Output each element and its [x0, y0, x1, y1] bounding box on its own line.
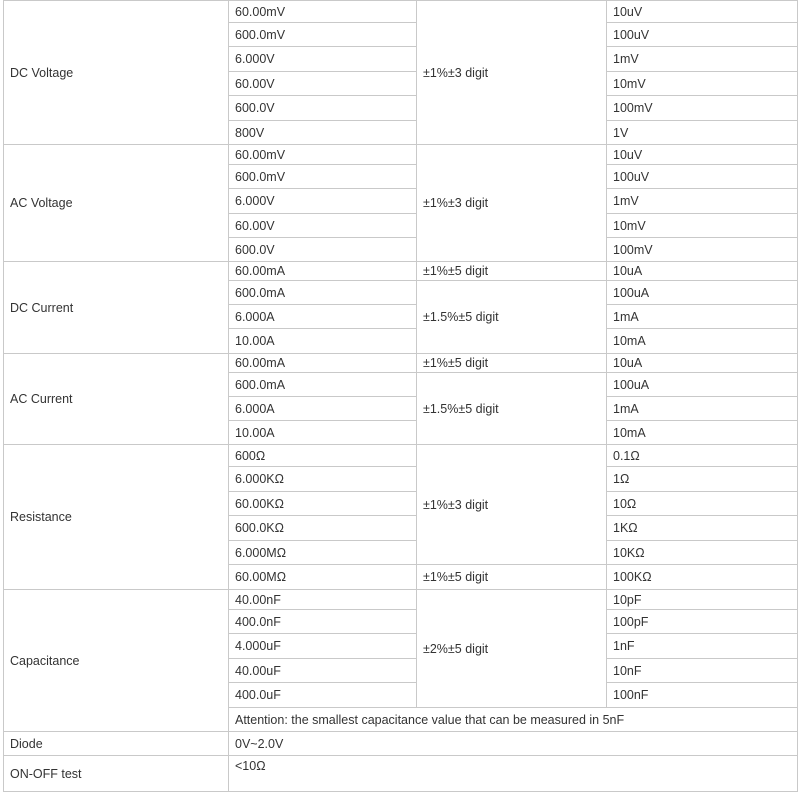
range-cell: 60.00mV	[229, 145, 417, 165]
parameter-dc-voltage: DC Voltage	[4, 1, 229, 145]
resolution-cell: 1mA	[607, 397, 798, 421]
resolution-cell: 10uV	[607, 145, 798, 165]
range-cell: 60.00V	[229, 72, 417, 96]
range-cell: 40.00nF	[229, 590, 417, 610]
range-cell: 600.0mV	[229, 23, 417, 47]
resolution-cell: 1nF	[607, 634, 798, 659]
resolution-cell: 1mV	[607, 189, 798, 214]
spec-table	[3, 0, 798, 792]
resolution-cell: 1mA	[607, 305, 798, 329]
accuracy-cell: ±1%±5 digit	[417, 262, 607, 281]
range-cell: 60.00mV	[229, 1, 417, 23]
resolution-cell: 100nF	[607, 683, 798, 708]
parameter-on-off-test: ON-OFF test	[4, 756, 229, 792]
range-cell: 4.000uF	[229, 634, 417, 659]
range-cell: 400.0uF	[229, 683, 417, 708]
resolution-cell: 100mV	[607, 238, 798, 262]
resolution-cell: 100uA	[607, 281, 798, 305]
resolution-cell: 10uA	[607, 354, 798, 373]
range-cell: 6.000KΩ	[229, 467, 417, 492]
range-cell: 40.00uF	[229, 659, 417, 683]
accuracy-cell: ±1%±5 digit	[417, 354, 607, 373]
accuracy-cell: ±1%±5 digit	[417, 565, 607, 590]
accuracy-cell: ±1%±3 digit	[417, 445, 607, 565]
range-cell: 6.000MΩ	[229, 541, 417, 565]
resolution-cell: 1Ω	[607, 467, 798, 492]
diode-value: 0V~2.0V	[229, 732, 798, 756]
range-cell: 60.00KΩ	[229, 492, 417, 516]
parameter-capacitance: Capacitance	[4, 590, 229, 732]
parameter-ac-current: AC Current	[4, 354, 229, 445]
parameter-ac-voltage: AC Voltage	[4, 145, 229, 262]
resolution-cell: 100mV	[607, 96, 798, 121]
accuracy-cell: ±2%±5 digit	[417, 590, 607, 708]
capacitance-note: Attention: the smallest capacitance value that can be measured in 5nF	[229, 708, 798, 732]
parameter-dc-current: DC Current	[4, 262, 229, 354]
resolution-cell: 100uA	[607, 373, 798, 397]
parameter-resistance: Resistance	[4, 445, 229, 590]
range-cell: 600.0mA	[229, 281, 417, 305]
resolution-cell: 10KΩ	[607, 541, 798, 565]
range-cell: 600.0KΩ	[229, 516, 417, 541]
resolution-cell: 100pF	[607, 610, 798, 634]
range-cell: 600.0V	[229, 238, 417, 262]
parameter-diode: Diode	[4, 732, 229, 756]
range-cell: 600.0V	[229, 96, 417, 121]
resolution-cell: 1V	[607, 121, 798, 145]
resolution-cell: 10mA	[607, 421, 798, 445]
resolution-cell: 100uV	[607, 165, 798, 189]
resolution-cell: 10uV	[607, 1, 798, 23]
range-cell: 400.0nF	[229, 610, 417, 634]
range-cell: 10.00A	[229, 421, 417, 445]
resolution-cell: 10nF	[607, 659, 798, 683]
on-off-test-value: <10Ω	[229, 756, 798, 792]
resolution-cell: 100uV	[607, 23, 798, 47]
range-cell: 800V	[229, 121, 417, 145]
range-cell: 6.000A	[229, 305, 417, 329]
resolution-cell: 0.1Ω	[607, 445, 798, 467]
range-cell: 600Ω	[229, 445, 417, 467]
accuracy-cell: ±1.5%±5 digit	[417, 281, 607, 354]
resolution-cell: 10pF	[607, 590, 798, 610]
range-cell: 10.00A	[229, 329, 417, 354]
range-cell: 600.0mV	[229, 165, 417, 189]
resolution-cell: 1KΩ	[607, 516, 798, 541]
accuracy-cell: ±1%±3 digit	[417, 145, 607, 262]
resolution-cell: 100KΩ	[607, 565, 798, 590]
resolution-cell: 10mV	[607, 214, 798, 238]
resolution-cell: 10Ω	[607, 492, 798, 516]
range-cell: 600.0mA	[229, 373, 417, 397]
range-cell: 60.00mA	[229, 354, 417, 373]
resolution-cell: 10uA	[607, 262, 798, 281]
range-cell: 60.00mA	[229, 262, 417, 281]
range-cell: 6.000V	[229, 47, 417, 72]
resolution-cell: 10mA	[607, 329, 798, 354]
accuracy-cell: ±1%±3 digit	[417, 1, 607, 145]
range-cell: 6.000V	[229, 189, 417, 214]
resolution-cell: 10mV	[607, 72, 798, 96]
resolution-cell: 1mV	[607, 47, 798, 72]
range-cell: 60.00MΩ	[229, 565, 417, 590]
range-cell: 6.000A	[229, 397, 417, 421]
range-cell: 60.00V	[229, 214, 417, 238]
accuracy-cell: ±1.5%±5 digit	[417, 373, 607, 445]
